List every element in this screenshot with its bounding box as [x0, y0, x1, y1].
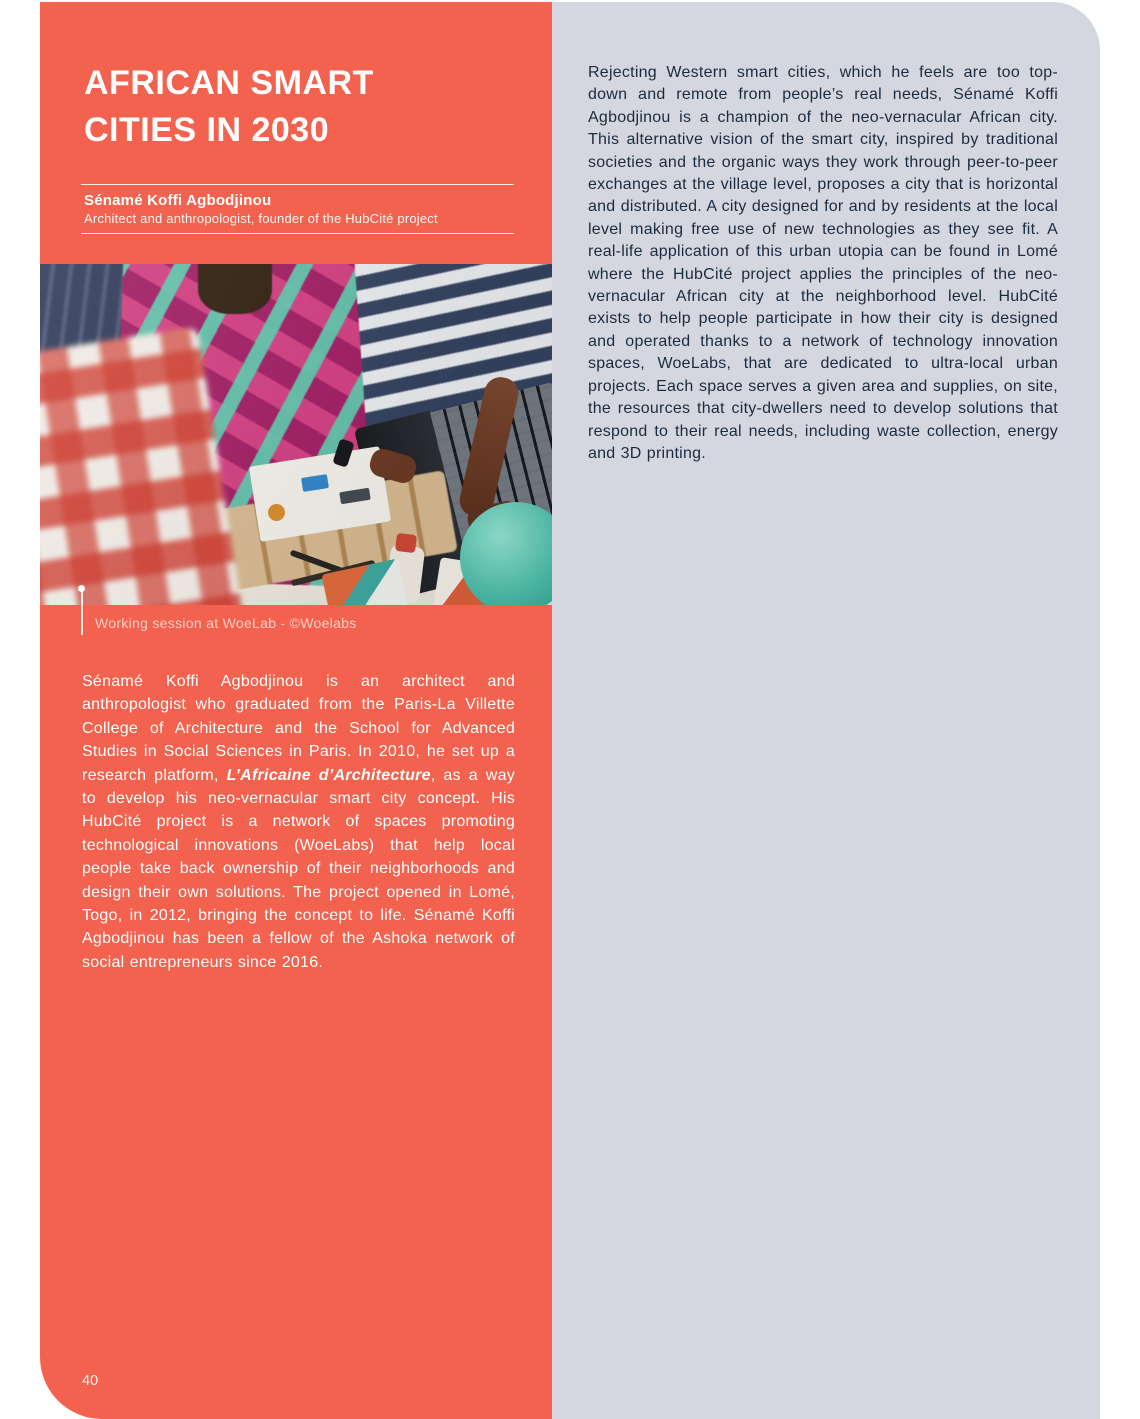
author-role: Architect and anthropologist, founder of the HubCité project: [84, 211, 438, 226]
divider-top: [81, 184, 514, 185]
bio-text-before: Sénamé Koffi Agbodjinou is an architect and anthropologist who graduated from the Paris-La Villette College of Architecture and the School for Advanced Studies in Social Sciences in Paris. In 2010, he set up a research platform,: [82, 673, 515, 784]
page-number: 40: [82, 1373, 99, 1389]
caption-pin-line-icon: [81, 591, 83, 635]
right-lavender-panel: [552, 2, 1100, 1419]
photo-light-overlay: [40, 264, 552, 605]
divider-bottom: [81, 233, 514, 234]
page-title: [84, 60, 524, 154]
page-title-line-1: AFRICAN SMART: [84, 64, 374, 102]
bio-text-italic-title: L’Africaine d’Architecture: [226, 766, 431, 784]
biography-paragraph: [82, 670, 515, 974]
bio-text-after: , as a way to develop his neo-vernacular smart city concept. His HubCité project is a network of spaces promoting technological innovations (WoeLabs) that help local people take back ownership of their neighborhoods and design their own solutions. The project opened in Lomé, Togo, in 2012, bringing the concept to life. Sénamé Koffi Agbodjinou has been a fellow of the Ashoka network of social entrepreneurs since 2016.: [82, 766, 515, 971]
left-orange-panel: [40, 2, 552, 1419]
page-title-line-2: CITIES IN 2030: [84, 111, 330, 149]
photo-caption: Working session at WoeLab - ©Woelabs: [95, 615, 357, 631]
article-photo: [40, 264, 552, 605]
author-name: Sénamé Koffi Agbodjinou: [84, 192, 272, 209]
article-body-paragraph: Rejecting Western smart cities, which he feels are too top-down and remote from people’s real needs, Sénamé Koffi Agbodjinou is a champion of the neo-vernacular African city. This alternative vision of the smart city, inspired by traditional societies and the organic ways they work through peer-to-peer exchanges at the village level, proposes a city that is horizontal and distributed. A city designed for and by residents at the local level making free use of new technologies as they see fit. A real-life application of this urban utopia can be found in Lomé where the HubCité project applies the principles of the neo-vernacular African city at the neighborhood level. HubCité exists to help people participate in how their city is designed and operated thanks to a network of technology innovation spaces, WoeLabs, that are dedicated to ultra-local urban projects. Each space serves a given area and supplies, on site, the resources that city-dwellers need to develop solutions that respond to their real needs, including waste collection, energy and 3D printing.: [588, 64, 1058, 462]
